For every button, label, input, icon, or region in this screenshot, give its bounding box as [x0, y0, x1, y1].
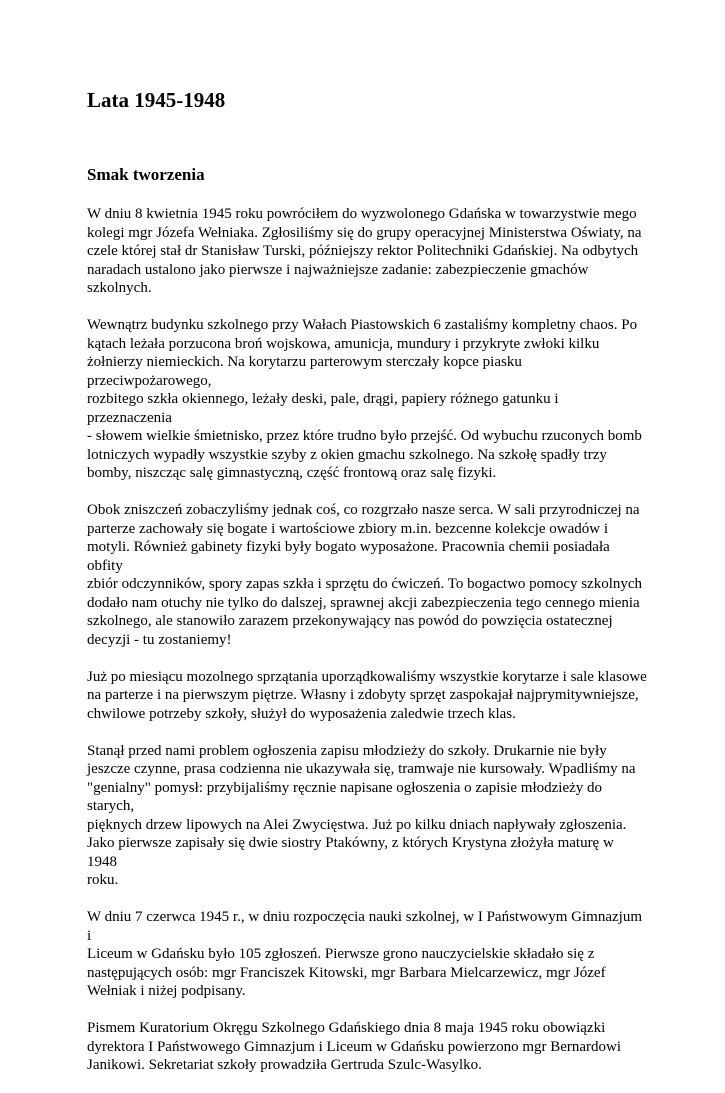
- paragraph: Już po miesiącu mozolnego sprzątania uporządkowaliśmy wszystkie korytarze i sale klasowe na parterze i na pierwszym piętrze. Własny i zdobyty sprzęt zaspokajał najprymitywniejsze, chwilowe potrzeby szkoły, służył do wyposażenia zaledwie trzech klas.: [87, 668, 647, 722]
- paragraph: W dniu 8 kwietnia 1945 roku powróciłem do wyzwolonego Gdańska w towarzystwie mego kolegi mgr Józefa Wełniaka. Zgłosiliśmy się do grupy operacyjnej Ministerstwa Oświaty, na czele której stał dr Stanisław Turski, późniejszy rektor Politechniki Gdańskiej. Na odbytych naradach ustalono jako pierwsze i najważniejsze zadanie: zabezpieczenie gmachów szkolnych.: [87, 206, 642, 296]
- paragraph: Stanął przed nami problem ogłoszenia zapisu młodzieży do szkoły. Drukarnie nie były jeszcze czynne, prasa codzienna nie ukazywała się, tramwaje nie kursowały. Wpadliśmy na "genialny" pomysł: przybijaliśmy ręcznie napisane ogłoszenia o zapisie młodzieży do starych, pięknych drzew lipowych na Alei Zwycięstwa. Już po kilku dniach napływały zgłoszenia. Jako pierwsze zapisały się dwie siostry Ptakówny, z których Krystyna złożyła maturę w 1948 roku.: [87, 742, 636, 888]
- document-page: [87, 86, 647, 1093]
- paragraph: W dniu 7 czerwca 1945 r., w dniu rozpoczęcia nauki szkolnej, w I Państwowym Gimnazjum i Liceum w Gdańsku było 105 zgłoszeń. Pierwsze grono nauczycielskie składało się z następujących osób: mgr Franciszek Kitowski, mgr Barbara Mielcarzewicz, mgr Józef Wełniak i niżej podpisany.: [87, 909, 642, 999]
- paragraph: Wewnątrz budynku szkolnego przy Wałach Piastowskich 6 zastaliśmy kompletny chaos. Po kątach leżała porzucona broń wojskowa, amunicja, mundury i przykryte zwłoki kilku żołnierzy niemieckich. Na korytarzu parterowym sterczały kopce piasku przeciwpożarowego, rozbitego szkła okiennego, leżały deski, pale, drągi, papiery różnego gatunku i przeznaczenia - słowem wielkie śmietnisko, przez które trudno było przejść. Od wybuchu rzuconych bomb lotniczych wypadły wszystkie szyby z okien gmachu szkolnego. Na szkołę spadły trzy bomby, niszcząc salę gimnastyczną, część frontową oraz salę fizyki.: [87, 317, 642, 481]
- paragraph: Obok zniszczeń zobaczyliśmy jednak coś, co rozgrzało nasze serca. W sali przyrodniczej na parterze zachowały się bogate i wartościowe zbiory m.in. bezcenne kolekcje owadów i motyli. Również gabinety fizyki były bogato wyposażone. Pracownia chemii posiadała obfity zbiór odczynników, spory zapas szkła i sprzętu do ćwiczeń. To bogactwo pomocy szkolnych dodało nam otuchy nie tylko do dalszej, sprawnej akcji zabezpieczenia tego cennego mienia szkolnego, ale stanowiło zarazem przekonywający nas powód do powzięcia ostatecznej decyzji - tu zostaniemy!: [87, 502, 643, 648]
- paragraph: Pismem Kuratorium Okręgu Szkolnego Gdańskiego dnia 8 maja 1945 roku obowiązki dyrektora I Państwowego Gimnazjum i Liceum w Gdańsku powierzono mgr Bernardowi Janikowi. Sekretariat szkoły prowadziła Gertruda Szulc-Wasylko.: [87, 1020, 622, 1073]
- document-body: [87, 205, 647, 1075]
- page-title: Lata 1945-1948: [87, 88, 226, 112]
- section-heading: Smak tworzenia: [87, 165, 205, 184]
